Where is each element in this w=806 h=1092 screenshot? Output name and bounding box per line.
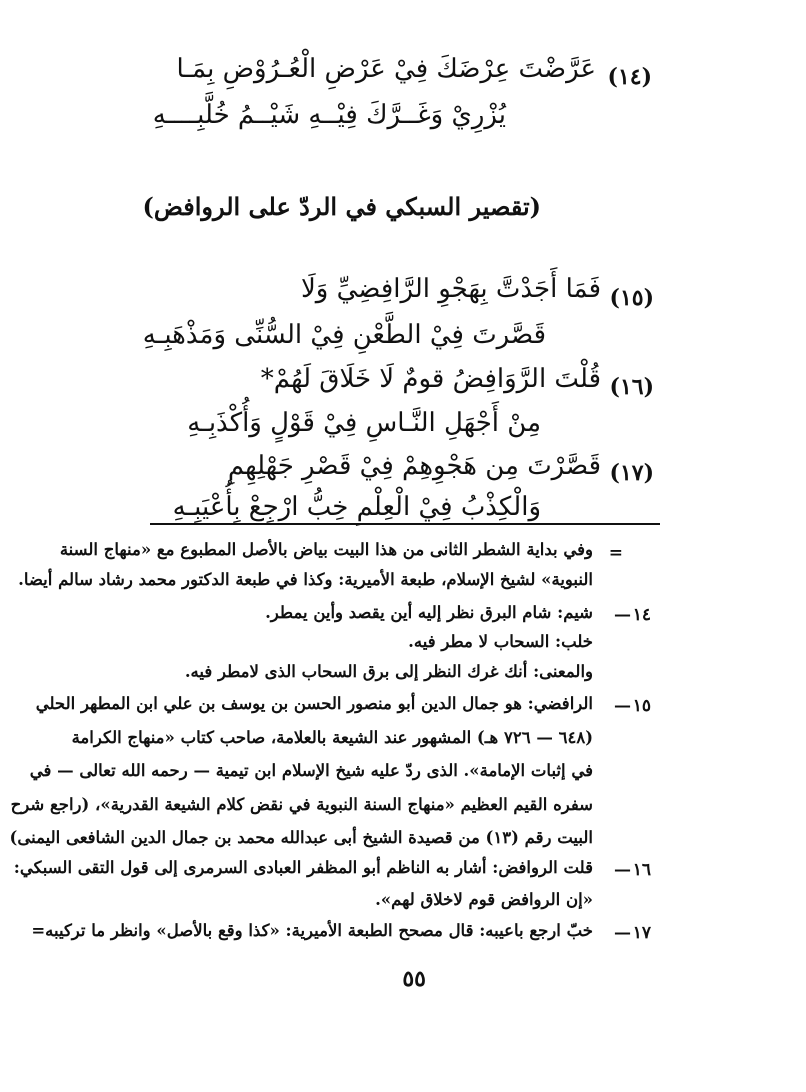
verse-17-line-1: قَصَّرْتَ مِن هَجْوِهِمْ فِيْ قَصْرِ جَهْلِهِمِ	[227, 451, 601, 481]
footnote-17-dash: —	[614, 923, 631, 943]
verse-14-line-2: يُزْرِيْ وَغَــرَّكَ فِيْــهِ شَيْــمُ خُلَّبِــــهِ	[152, 100, 506, 130]
page-number: ٥٥	[402, 966, 426, 992]
verse-17-number: (١٧)	[609, 460, 654, 486]
verse-16-line-2: مِنْ أَجْهَلِ النَّـاسِ فِيْ قَوْلٍ وَأُكْذَبِـهِ	[187, 408, 541, 438]
verse-16-line-1: قُلْتَ الرَّوَافِضُ قومٌ لَا خَلَاقَ لَهُمْ*	[260, 364, 601, 394]
verse-16-number: (١٦)	[609, 374, 654, 400]
footnote-15-line-2: (٦٤٨ — ٧٢٦ هـ) المشهور عند الشيعة بالعلامة، صاحب كتاب «منهاج الكرامة	[71, 728, 593, 747]
footnote-divider	[150, 523, 660, 525]
footnote-16-number: ١٦	[632, 860, 651, 880]
footnote-14-number: ١٤	[632, 605, 651, 625]
footnote-15-line-1: الرافضي: هو جمال الدين أبو منصور الحسن بن يوسف بن علي ابن المطهر الحلي	[35, 694, 593, 713]
footnote-15-line-5: البيت رقم (١٣) من قصيدة الشيخ أبى عبدالله محمد بن جمال الدين الشافعى اليمنى)	[9, 828, 593, 847]
footnote-16-line-1: قلت الروافض: أشار به الناظم أبو المظفر العبادى السرمرى إلى قول التقى السبكي:	[13, 858, 593, 877]
verse-15-line-1: فَمَا أَجَدْتَّ بِهَجْوِ الرَّافِضِيِّ وَلَا	[300, 274, 601, 304]
footnote-continuation-line-2: النبوية» لشيخ الإسلام، طبعة الأميرية: وكذا في طبعة الدكتور محمد رشاد سالم أيضا.	[18, 570, 593, 589]
footnote-15-line-3: في إثبات الإمامة». الذى ردّ عليه شيخ الإسلام ابن تيمية — رحمه الله تعالى — في	[29, 761, 593, 780]
verse-14-line-1: عَرَّضْتَ عِرْضَكَ فِيْ عَرْضِ الْعُـرُوْضِ بِمَـا	[176, 54, 596, 84]
verse-15-line-2: قَصَّرتَ فِيْ الطَّعْنِ فِيْ السُّنِّى وَمَذْهَبِـهِ	[142, 320, 546, 350]
footnote-14-line-1: شيم: شام البرق نظر إليه أين يقصد وأين يمطر.	[265, 603, 593, 622]
footnote-14-line-2: خلب: السحاب لا مطر فيه.	[408, 632, 593, 651]
footnote-17-line-1: خبّ ارجع باعيبه: قال مصحح الطبعة الأميرية: «كذا وقع بالأصل» وانظر ما تركيبه=	[31, 921, 593, 940]
footnote-15-number: ١٥	[632, 696, 651, 716]
footnote-17-number: ١٧	[632, 923, 651, 943]
footnote-16-line-2: «إن الروافض قوم لاخلاق لهم».	[375, 890, 593, 909]
verse-14-number: (١٤)	[607, 64, 652, 90]
footnote-14-line-3: والمعنى: أنك غرك النظر إلى برق السحاب الذى لامطر فيه.	[184, 662, 593, 681]
footnote-15-dash: —	[614, 696, 631, 716]
verse-17-line-2: وَالْكِذْبُ فِيْ الْعِلْمِ خِبُّ ارْجِعْ بِأُعْيَبِـهِ	[172, 492, 541, 522]
footnote-14-dash: —	[614, 605, 631, 625]
footnote-16-dash: —	[614, 860, 631, 880]
footnote-continuation-line-1: وفي بداية الشطر الثانى من هذا البيت بياض بالأصل المطبوع مع «منهاج السنة	[59, 540, 593, 559]
verse-15-number: (١٥)	[609, 285, 654, 311]
footnote-15-line-4: سفره القيم العظيم «منهاج السنة النبوية في نقض كلام الشيعة القدرية»، (راجع شرح	[10, 795, 593, 814]
section-heading: (تقصير السبكي في الردّ على الروافض)	[142, 192, 541, 221]
footnote-continuation-marker: =	[608, 543, 623, 563]
